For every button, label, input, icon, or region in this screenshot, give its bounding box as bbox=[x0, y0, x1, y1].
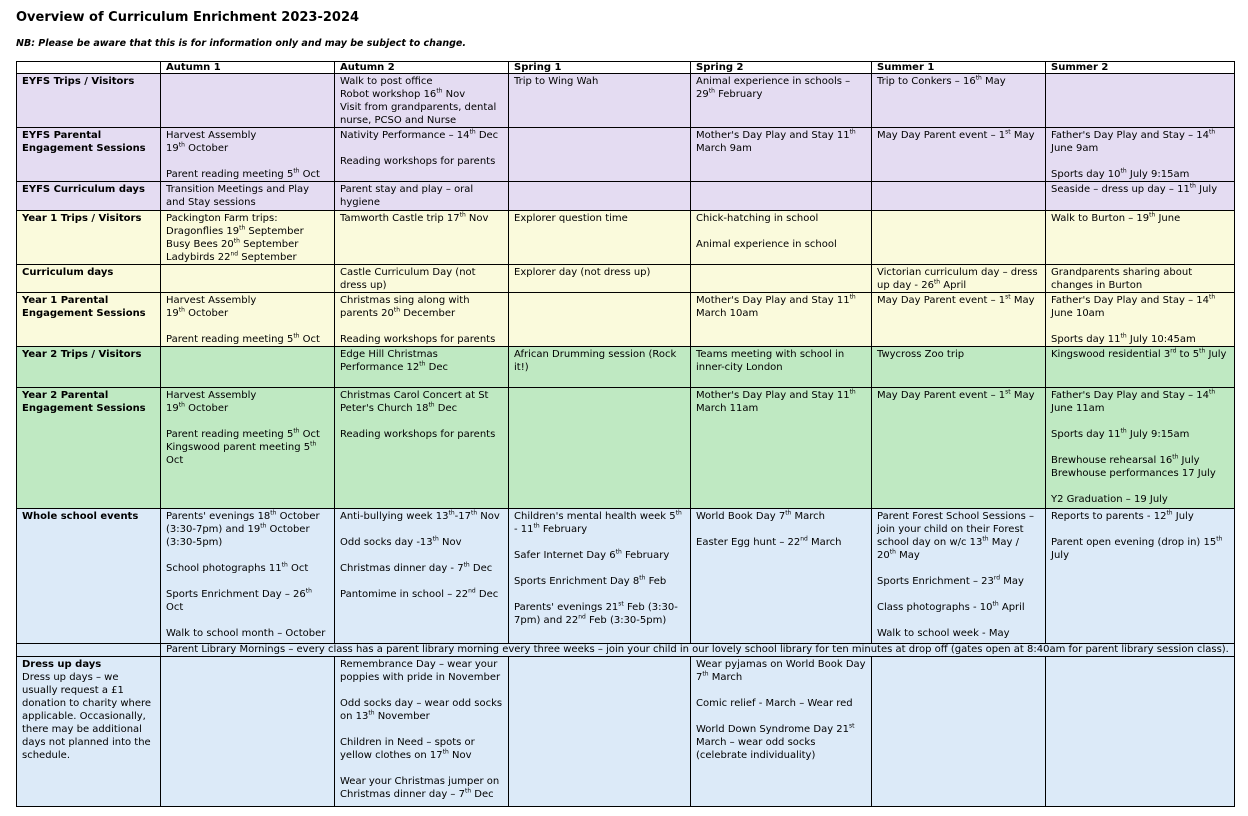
cell-text: Children's mental health week 5th - 11th February bbox=[514, 509, 682, 535]
table-cell bbox=[872, 265, 1046, 293]
cell-text: Kingswood parent meeting 5th Oct bbox=[166, 440, 317, 466]
blank-line bbox=[340, 320, 503, 333]
cell-text: Edge Hill Christmas Performance 12th Dec bbox=[340, 349, 448, 373]
blank-line bbox=[696, 710, 866, 723]
table-cell bbox=[872, 182, 1046, 211]
table-cell bbox=[691, 509, 872, 644]
cell-text: May Day Parent event – 1st May bbox=[877, 293, 1035, 306]
column-header-summer-2: Summer 2 bbox=[1046, 62, 1235, 74]
blank-line bbox=[1051, 441, 1229, 454]
cell-text: Seaside – dress up day – 11th July bbox=[1051, 182, 1218, 195]
cell-text: Animal experience in schools – 29th February bbox=[696, 76, 851, 100]
blank-line bbox=[1051, 155, 1229, 168]
table-cell bbox=[1046, 509, 1235, 644]
header-corner bbox=[17, 62, 161, 74]
column-header-spring-2: Spring 2 bbox=[691, 62, 872, 74]
banner-spacer bbox=[17, 644, 161, 657]
table-cell bbox=[1046, 388, 1235, 509]
table-cell bbox=[872, 293, 1046, 347]
cell-text: Sports Enrichment Day – 26th Oct bbox=[166, 587, 312, 613]
dress-up-label: Dress up days bbox=[22, 659, 102, 670]
table-cell bbox=[335, 265, 509, 293]
dress-up-description: Dress up days – we usually request a £1 donation to charity where applicable. Occasionally, there may be additional days not planned into the schedule. bbox=[22, 672, 152, 761]
table-cell bbox=[509, 211, 691, 265]
cell-text: 19th October bbox=[166, 401, 229, 414]
cell-text: Odd socks day – wear odd socks on 13th November bbox=[340, 698, 503, 722]
table-cell bbox=[335, 509, 509, 644]
table-cell bbox=[691, 293, 872, 347]
blank-line bbox=[514, 562, 685, 575]
row-label bbox=[17, 657, 161, 807]
cell-text: Animal experience in school bbox=[696, 239, 837, 250]
table-cell bbox=[872, 74, 1046, 128]
cell-text: Dragonflies 19th September bbox=[166, 224, 304, 237]
cell-text: Explorer question time bbox=[514, 213, 628, 224]
table-cell bbox=[509, 657, 691, 807]
cell-text: Chick-hatching in school bbox=[696, 213, 819, 224]
blank-line bbox=[1051, 523, 1229, 536]
page-title: Overview of Curriculum Enrichment 2023-2024 bbox=[16, 10, 360, 25]
cell-text: Anti-bullying week 13th-17th Nov bbox=[340, 509, 500, 522]
table-cell bbox=[161, 293, 335, 347]
cell-text: Castle Curriculum Day (not dress up) bbox=[340, 267, 476, 291]
table-cell bbox=[691, 74, 872, 128]
cell-text: Busy Bees 20th September bbox=[166, 237, 299, 250]
table-cell bbox=[872, 211, 1046, 265]
blank-line bbox=[514, 536, 685, 549]
column-header-summer-1: Summer 1 bbox=[872, 62, 1046, 74]
row-label: EYFS Trips / Visitors bbox=[17, 74, 161, 128]
dress-up-row bbox=[17, 657, 1235, 807]
table-row bbox=[17, 509, 1235, 644]
table-cell bbox=[161, 265, 335, 293]
table-cell bbox=[691, 182, 872, 211]
cell-text: Transition Meetings and Play and Stay sessions bbox=[166, 184, 310, 208]
blank-line bbox=[340, 523, 503, 536]
blank-line bbox=[877, 614, 1040, 627]
cell-text: Christmas Carol Concert at St Peter's Church 18th Dec bbox=[340, 390, 489, 414]
cell-text: Parent stay and play – oral hygiene bbox=[340, 184, 474, 208]
cell-text: Ladybirds 22nd September bbox=[166, 250, 297, 263]
cell-text: Reading workshops for parents bbox=[340, 429, 496, 440]
table-cell bbox=[872, 657, 1046, 807]
table-row bbox=[17, 211, 1235, 265]
cell-text: Harvest Assembly bbox=[166, 390, 257, 401]
cell-text: Harvest Assembly bbox=[166, 295, 257, 306]
cell-text: Sports day 11th July 9:15am bbox=[1051, 427, 1190, 440]
cell-text: Trip to Conkers – 16th May bbox=[877, 74, 1006, 87]
cell-text: Class photographs - 10th April bbox=[877, 600, 1025, 613]
row-label: Whole school events bbox=[17, 509, 161, 644]
table-cell bbox=[335, 293, 509, 347]
blank-line bbox=[340, 762, 503, 775]
blank-line bbox=[696, 523, 866, 536]
table-row bbox=[17, 347, 1235, 388]
table-cell bbox=[335, 128, 509, 182]
cell-text: Packington Farm trips: bbox=[166, 213, 278, 224]
cell-text: World Book Day 7th March bbox=[696, 509, 826, 522]
cell-text: Parent reading meeting 5th Oct bbox=[166, 332, 320, 345]
table-cell bbox=[161, 128, 335, 182]
row-label: Year 1 Trips / Visitors bbox=[17, 211, 161, 265]
table-cell bbox=[161, 657, 335, 807]
cell-text: Christmas sing along with parents 20th December bbox=[340, 295, 470, 319]
cell-text: Reports to parents - 12th July bbox=[1051, 509, 1194, 522]
blank-line bbox=[166, 415, 329, 428]
table-cell bbox=[335, 182, 509, 211]
table-cell bbox=[335, 211, 509, 265]
blank-line bbox=[1051, 415, 1229, 428]
blank-line bbox=[877, 562, 1040, 575]
table-cell bbox=[161, 211, 335, 265]
cell-text: Sports day 11th July 10:45am bbox=[1051, 332, 1196, 345]
column-header-autumn-2: Autumn 2 bbox=[335, 62, 509, 74]
table-cell bbox=[161, 182, 335, 211]
cell-text: Brewhouse rehearsal 16th July bbox=[1051, 453, 1200, 466]
table-cell bbox=[691, 347, 872, 388]
library-banner-row bbox=[17, 644, 1235, 657]
row-label: Year 2 Parental Engagement Sessions bbox=[17, 388, 161, 509]
table-cell bbox=[161, 509, 335, 644]
blank-line bbox=[166, 614, 329, 627]
table-cell bbox=[509, 293, 691, 347]
table-row bbox=[17, 74, 1235, 128]
cell-text: Sports Enrichment – 23rd May bbox=[877, 574, 1024, 587]
cell-text: Walk to school month – October bbox=[166, 628, 326, 639]
table-cell bbox=[1046, 347, 1235, 388]
row-label: Year 1 Parental Engagement Sessions bbox=[17, 293, 161, 347]
cell-text: School photographs 11th Oct bbox=[166, 561, 309, 574]
table-cell bbox=[509, 128, 691, 182]
cell-text: African Drumming session (Rock it!) bbox=[514, 349, 677, 373]
cell-text: Harvest Assembly bbox=[166, 130, 257, 141]
table-cell bbox=[335, 388, 509, 509]
cell-text: Parent Forest School Sessions – join your child on their Forest school day on w/c 13th May / 20th May bbox=[877, 511, 1034, 561]
table-row bbox=[17, 128, 1235, 182]
cell-text: Y2 Graduation – 19 July bbox=[1051, 494, 1168, 505]
blank-line bbox=[340, 575, 503, 588]
cell-text: 19th October bbox=[166, 141, 229, 154]
cell-text: Parent reading meeting 5th Oct bbox=[166, 167, 320, 180]
cell-text: Parent open evening (drop in) 15th July bbox=[1051, 535, 1223, 561]
table-cell bbox=[1046, 74, 1235, 128]
cell-text: Sports day 10th July 9:15am bbox=[1051, 167, 1190, 180]
blank-line bbox=[340, 684, 503, 697]
enrichment-table bbox=[16, 61, 1235, 807]
table-cell bbox=[335, 347, 509, 388]
cell-text: Walk to post office bbox=[340, 76, 433, 87]
cell-text: Reading workshops for parents bbox=[340, 156, 496, 167]
library-banner: Parent Library Mornings – every class has a parent library morning every three weeks – join your child in our lovely school library for ten minutes at drop off (gates open at 8:40am for parent library session class). bbox=[161, 644, 1235, 657]
cell-text: Parents' evenings 18th October (3:30-7pm) and 19th October (3:30-5pm) bbox=[166, 509, 320, 548]
table-cell bbox=[691, 388, 872, 509]
blank-line bbox=[1051, 320, 1229, 333]
blank-line bbox=[1051, 480, 1229, 493]
cell-text: Twycross Zoo trip bbox=[877, 349, 965, 360]
cell-text: Parents' evenings 21st Feb (3:30-7pm) and 22nd Feb (3:30-5pm) bbox=[514, 600, 678, 626]
row-label: EYFS Parental Engagement Sessions bbox=[17, 128, 161, 182]
cell-text: Father's Day Play and Stay – 14th June 9am bbox=[1051, 128, 1216, 154]
column-header-autumn-1: Autumn 1 bbox=[161, 62, 335, 74]
table-cell bbox=[1046, 265, 1235, 293]
table-cell bbox=[509, 182, 691, 211]
cell-text: Children in Need – spots or yellow clothes on 17th Nov bbox=[340, 737, 475, 761]
cell-text: Reading workshops for parents bbox=[340, 334, 496, 345]
table-cell bbox=[691, 128, 872, 182]
cell-text: Tamworth Castle trip 17th Nov bbox=[340, 211, 489, 224]
cell-text: Explorer day (not dress up) bbox=[514, 267, 651, 278]
cell-text: Kingswood residential 3rd to 5th July bbox=[1051, 347, 1227, 360]
cell-text: Wear your Christmas jumper on Christmas dinner day – 7th Dec bbox=[340, 776, 500, 800]
blank-line bbox=[696, 225, 866, 238]
table-cell bbox=[335, 74, 509, 128]
table-cell bbox=[1046, 211, 1235, 265]
table-row bbox=[17, 265, 1235, 293]
cell-text: Sports Enrichment Day 8th Feb bbox=[514, 574, 667, 587]
table-cell bbox=[509, 265, 691, 293]
blank-line bbox=[877, 588, 1040, 601]
cell-text: Trip to Wing Wah bbox=[514, 76, 599, 87]
table-row bbox=[17, 388, 1235, 509]
table-cell bbox=[1046, 182, 1235, 211]
blank-line bbox=[166, 549, 329, 562]
blank-line bbox=[340, 549, 503, 562]
cell-text: Father's Day Play and Stay – 14th June 10am bbox=[1051, 293, 1216, 319]
blank-line bbox=[340, 142, 503, 155]
row-label: EYFS Curriculum days bbox=[17, 182, 161, 211]
cell-text: Brewhouse performances 17 July bbox=[1051, 468, 1216, 479]
table-cell bbox=[872, 509, 1046, 644]
cell-text: Odd socks day -13th Nov bbox=[340, 535, 462, 548]
table-cell bbox=[1046, 293, 1235, 347]
table-cell bbox=[509, 74, 691, 128]
table-cell bbox=[872, 347, 1046, 388]
cell-text: Remembrance Day – wear your poppies with pride in November bbox=[340, 659, 501, 683]
cell-text: Teams meeting with school in inner-city London bbox=[696, 349, 845, 373]
table-cell bbox=[691, 211, 872, 265]
cell-text: May Day Parent event – 1st May bbox=[877, 388, 1035, 401]
table-cell bbox=[161, 74, 335, 128]
cell-text: Robot workshop 16th Nov bbox=[340, 87, 466, 100]
table-cell bbox=[1046, 128, 1235, 182]
blank-line bbox=[340, 723, 503, 736]
cell-text: Comic relief - March – Wear red bbox=[696, 698, 853, 709]
blank-line bbox=[340, 415, 503, 428]
cell-text: Mother's Day Play and Stay 11th March 10am bbox=[696, 293, 856, 319]
disclaimer-note: NB: Please be aware that this is for information only and may be subject to change. bbox=[16, 38, 466, 49]
cell-text: Pantomime in school – 22nd Dec bbox=[340, 587, 499, 600]
table-cell bbox=[161, 388, 335, 509]
cell-text: Walk to school week - May bbox=[877, 628, 1010, 639]
table-cell bbox=[872, 128, 1046, 182]
blank-line bbox=[696, 684, 866, 697]
cell-text: Easter Egg hunt – 22nd March bbox=[696, 535, 842, 548]
table-row bbox=[17, 293, 1235, 347]
table-row bbox=[17, 182, 1235, 211]
table-cell bbox=[161, 347, 335, 388]
table-cell bbox=[691, 265, 872, 293]
column-header-spring-1: Spring 1 bbox=[509, 62, 691, 74]
cell-text: Mother's Day Play and Stay 11th March 11am bbox=[696, 388, 856, 414]
cell-text: Wear pyjamas on World Book Day 7th March bbox=[696, 659, 866, 683]
cell-text: Father's Day Play and Stay – 14th June 11am bbox=[1051, 388, 1216, 414]
table-cell bbox=[509, 347, 691, 388]
header-row bbox=[17, 62, 1235, 74]
table-cell bbox=[509, 388, 691, 509]
table-cell bbox=[1046, 657, 1235, 807]
cell-text: World Down Syndrome Day 21st March – wear odd socks (celebrate individuality) bbox=[696, 722, 855, 761]
cell-text: May Day Parent event – 1st May bbox=[877, 128, 1035, 141]
table-cell bbox=[509, 509, 691, 644]
cell-text: Grandparents sharing about changes in Burton bbox=[1051, 267, 1193, 291]
row-label: Curriculum days bbox=[17, 265, 161, 293]
table-cell bbox=[691, 657, 872, 807]
cell-text: Safer Internet Day 6th February bbox=[514, 548, 670, 561]
cell-text: Christmas dinner day - 7th Dec bbox=[340, 561, 493, 574]
cell-text: Visit from grandparents, dental nurse, PCSO and Nurse bbox=[340, 102, 497, 126]
table-cell bbox=[872, 388, 1046, 509]
blank-line bbox=[514, 588, 685, 601]
blank-line bbox=[166, 155, 329, 168]
blank-line bbox=[166, 320, 329, 333]
cell-text: 19th October bbox=[166, 306, 229, 319]
cell-text: Walk to Burton – 19th June bbox=[1051, 211, 1181, 224]
cell-text: Victorian curriculum day – dress up day - 26th April bbox=[877, 267, 1038, 291]
cell-text: Nativity Performance – 14th Dec bbox=[340, 128, 499, 141]
cell-text: Mother's Day Play and Stay 11th March 9am bbox=[696, 128, 856, 154]
table-cell bbox=[335, 657, 509, 807]
row-label: Year 2 Trips / Visitors bbox=[17, 347, 161, 388]
blank-line bbox=[166, 575, 329, 588]
cell-text: Parent reading meeting 5th Oct bbox=[166, 427, 320, 440]
